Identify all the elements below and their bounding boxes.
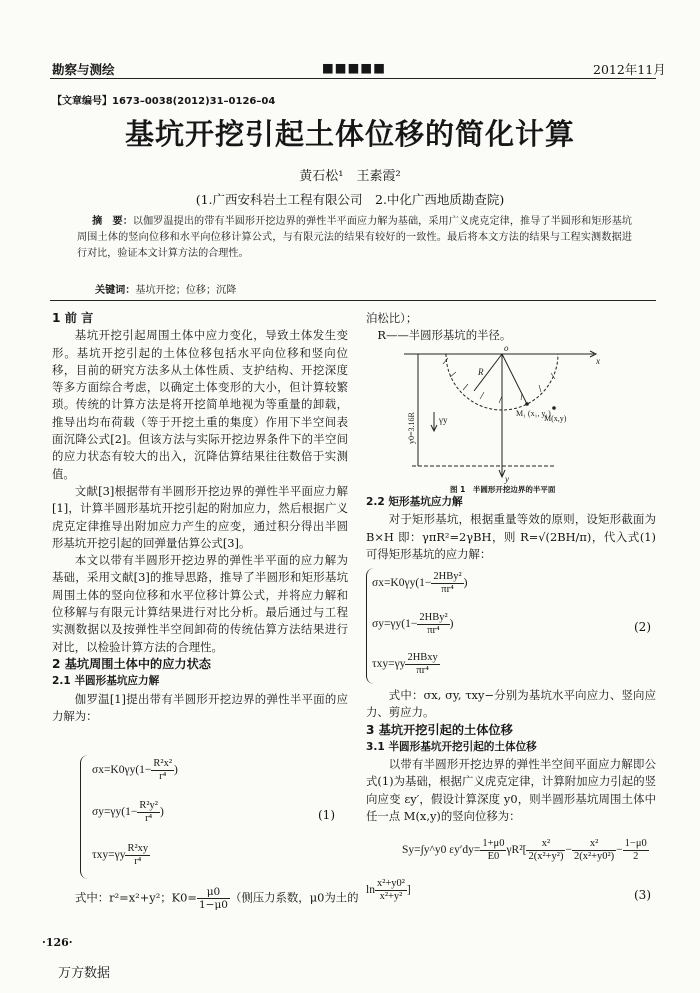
radius-definition: R——半圆形基坑的半径。 (377, 328, 512, 343)
equation-2-sigma-x: σx=K0γy(1− $\frac{\text{2HBy²}}{\text{πr⁴}}$ ) (372, 571, 468, 595)
abstract (77, 214, 632, 262)
affiliations: (1.广西安科岩土工程有限公司 2.中化广西地质勘查院) (195, 192, 505, 207)
header-rule (50, 78, 656, 79)
point-m1 (525, 402, 529, 406)
right-column-lower (366, 687, 656, 825)
keywords (95, 281, 236, 296)
page-title: 基坑开挖引起土体位移的简化计算 (124, 117, 575, 151)
paragraph-galerkin: 伽罗温[1]提出带有半圆形开挖边界的弹性半平面的应力解为： (52, 691, 348, 723)
poisson-continuation: 泊松比）； (366, 311, 418, 325)
equation-2-sigma-y: σy=γy(1− $\frac{\text{2HBy²}}{\text{πr⁴}}$ ) (372, 612, 454, 636)
radius-label: R (478, 367, 484, 377)
abstract-label: 摘 要： (92, 216, 133, 227)
header-middle: ■■■■■ (322, 60, 387, 75)
gamma-label: γy (439, 415, 448, 425)
abstract-text: 以伽罗温提出的带有半圆形开挖边界的弹性半平面应力解为基础，采用广义虎克定律，推导了半圆形和矩形基坑周围土体的竖向位移和水平向位移计算公式，与有限元法的结果有较好的一致性。最后将本文方法的结果与工程实测数据进行对比，验证本文计算方法的合理性。 (77, 216, 633, 259)
equation-1-sigma-y: σy=γy(1− $\frac{\text{R²y²}}{\text{r⁴}}$ ) (92, 800, 164, 824)
page-number: ·126· (42, 936, 73, 949)
hatch-mark (480, 392, 484, 399)
right-column-mid (366, 494, 656, 563)
header-date: 2012年11月 (593, 62, 666, 77)
m1-label: M₁ (x₁, y₁) (516, 409, 551, 418)
equation-1-where: 式中：r²=x²+y²；K0= $\frac{\mu 0}{1-\mu 0}$ （侧压力系数，μ0为土的 (75, 886, 359, 911)
equation-2-tau-xy: τxy=γy $\frac{\text{2HBxy}}{\text{πr⁴}}$ (372, 652, 438, 676)
section-1-title: 1 前 言 (52, 311, 94, 325)
paragraph-intro-2: 文献[3]根据带有半圆形开挖边界的弹性半平面应力解[1]，计算半圆形基坑开挖引起的附加应力，然后根据广义虎克定律推导出附加应力产生的应变，通过积分得出半圆形基坑开挖引起的回弹量估算公式[3]。 (52, 483, 348, 550)
y-axis-label: y (505, 474, 509, 484)
right-column-top (366, 310, 656, 345)
section-3-title: 3 基坑开挖引起的土体位移 (366, 722, 513, 737)
hatch-mark (450, 372, 456, 377)
hatch-mark (539, 385, 541, 392)
equation-1-brace (80, 755, 89, 879)
depth-label: y0=3.16R (407, 412, 416, 444)
equation-2-number: (2) (634, 620, 651, 634)
point-m (552, 406, 556, 410)
equation-1-number: (1) (318, 808, 335, 822)
equation-3-number: (3) (634, 888, 651, 902)
section-2-1-title: 2.1 半圆形基坑应力解 (52, 675, 160, 688)
x-axis-label: x (596, 356, 600, 366)
equation-3-line-1: Sy=∫y^y0 εy′dy= $\frac{1+\mu 0}{E0}$ γR²[ $\frac{\text{x²}}{\text{2(x²+y²)}}$ − $\frac{\text{x²}}{\text{2(x²+y0²)}}$ − $\frac{1-\mu 0}{2}$ (402, 838, 647, 862)
paragraph-rectangular: 对于矩形基坑，根据重量等效的原则，设矩形截面为 B×H 即：γπR²=2γBH，则 R=√(2BH/π)，代入式(1)可得矩形基坑的应力解： (366, 512, 656, 561)
paragraph-stress-definitions: 式中：σx, σy, τxy−分别为基坑水平向应力、竖向应力、剪应力。 (366, 688, 656, 720)
section-2-title: 2 基坑周围土体中的应力状态 (52, 656, 211, 671)
figure-1-diagram (394, 344, 614, 484)
m-label: M(x,y) (544, 414, 567, 423)
keywords-label: 关键词： (95, 285, 136, 296)
figure-1-caption: 图 1 半圆形开挖边界的半平面 (450, 485, 556, 494)
section-2-2-title: 2.2 矩形基坑应力解 (366, 496, 463, 508)
source-watermark: 万方数据 (58, 966, 111, 981)
paragraph-intro-3: 本文以带有半圆形开挖边界的弹性半平面的应力解为基础，采用文献[3]的推导思路，推导了半圆形和矩形基坑周围土体的竖向位移和水平位移计算公式，并将应力解和位移解与有限元计算结果进行对比分析。最后通过与工程实测数据以及按弹性半空间卸荷的传统估算方法结果进行对比，以检验计算方法的合理性。 (52, 553, 348, 654)
ray-line (502, 354, 527, 404)
equation-1-tau-xy: τxy=γy $\frac{\text{R²xy}}{\text{r⁴}}$ (92, 843, 149, 867)
origin-label: o (504, 344, 509, 353)
article-number: 【文章编号】1673–0038(2012)31–0126–04 (52, 96, 276, 107)
equation-3-line-2: ln $\frac{\text{x²+y0²}}{\text{x²+y²}}$ ] (366, 878, 411, 902)
left-column (52, 310, 348, 725)
keywords-text: 基坑开挖；位移；沉降 (135, 285, 237, 296)
section-3-1-title: 3.1 半圆形基坑开挖引起的土体位移 (366, 740, 537, 753)
hatch-mark (443, 358, 448, 364)
equation-1-sigma-x: σx=K0γy(1− $\frac{\text{R²x²}}{\text{r⁴}}$ ) (92, 758, 178, 782)
paragraph-intro-1: 基坑开挖引起周围土体中应力变化，导致土体发生变形。基坑开挖引起的土体位移包括水平向位移和竖向位移，目前的研究方法多从土体性质、支护结构、开挖深度等多方面综合考虑，以确定土体变形的大小，但计算较繁琐。传统的计算方法是将开挖简单地视为等重量的卸载，推导出均布荷载（等于开挖土重的集度）作用下半空间表面沉降公式[2]。但该方法与实际开挖边界条件下的半空间的应力状态有较大的出入，沉降估算结果往往数倍于实测值。 (52, 328, 348, 481)
hatch-mark (463, 384, 468, 390)
journal-name: 勘察与测绘 (52, 62, 115, 77)
authors: 黄石松¹ 王素霞² (299, 169, 401, 184)
paragraph-displacement: 以带有半圆形开挖边界的弹性半空间平面应力解即公式(1)为基础，根据广义虎克定律，计算附加应力引起的竖向应变 εy′，假设计算深度 y0，则半圆形基坑周围土体中任一点 M(x,y)的竖向位移为： (366, 757, 656, 824)
abstract-rule (50, 300, 656, 301)
